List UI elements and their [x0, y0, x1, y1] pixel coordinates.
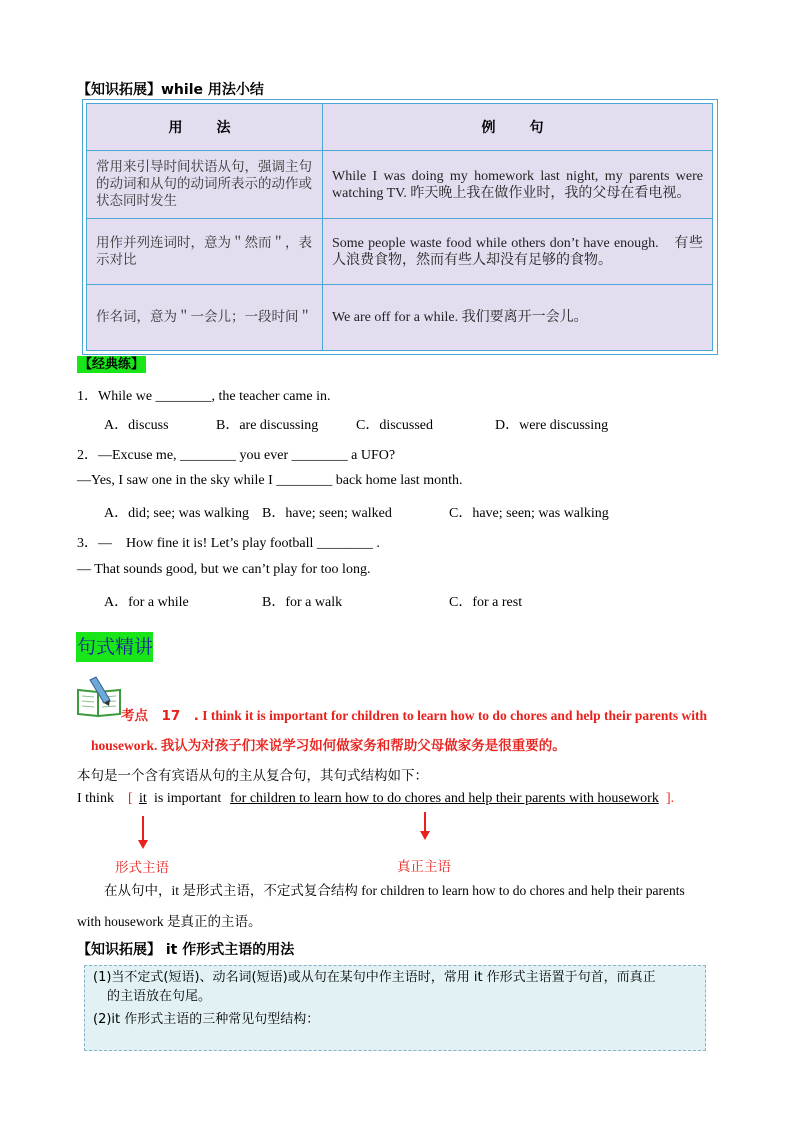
structure-it: it	[139, 791, 147, 806]
structure-middle: is important	[154, 791, 222, 806]
question-stem: 2．—Excuse me, ________ you ever ________ a UFO?	[77, 448, 396, 463]
arrow-down-icon	[420, 831, 430, 840]
arrow-line	[142, 816, 144, 842]
structure-left-bracket: [	[128, 791, 133, 806]
section-heading	[77, 939, 294, 959]
option: C．have; seen; was walking	[449, 506, 609, 521]
kaodian-sentence-2: housework.	[91, 738, 158, 753]
option: B．are discussing	[216, 418, 319, 433]
question-stem-2: — That sounds good, but we can’t play for too long.	[77, 562, 371, 577]
option: B．have; seen; walked	[262, 506, 392, 521]
kaodian-label: 考点 17 .	[121, 708, 199, 724]
kaodian-translation: 我认为对孩子们来说学习如何做家务和帮助父母做家务是很重要的。	[160, 738, 566, 754]
while-usage-table	[82, 99, 718, 355]
arrow-line	[424, 812, 426, 833]
analysis-intro: 本句是一个含有宾语从句的主从复合句，其句式结构如下：	[77, 768, 428, 784]
question-stem: 3．— How fine it is! Let’s play football ________ .	[77, 536, 380, 551]
table-cell-example: We are off for a while. 我们要离开一会儿。	[323, 285, 713, 351]
table-cell-usage: 作名词，意为＂一会儿；一段时间＂	[87, 285, 323, 351]
structure-right-bracket: ].	[666, 791, 675, 806]
practice-tag: 【经典练】	[79, 357, 145, 372]
box-line: (2)it 作形式主语的三种常见句型结构：	[93, 1012, 320, 1027]
explanation-line-2: with housework 是真正的主语。	[77, 914, 262, 929]
arrow-down-icon	[138, 840, 148, 849]
table-header-example: 例 句	[323, 104, 713, 151]
table-cell-usage: 用作并列连词时，意为＂然而＂，表示对比	[87, 219, 323, 285]
heading-bracket: 【知识拓展】	[77, 82, 161, 98]
explanation-line: 在从句中，it 是形式主语，不定式复合结构 for children to learn how to do chores and help their parents	[104, 883, 685, 898]
structure-lead: I think	[77, 791, 114, 806]
question-stem: 1．While we ________, the teacher came in.	[77, 389, 331, 404]
formal-subject-label: 形式主语	[115, 860, 169, 876]
kaodian-line	[121, 704, 707, 724]
kaodian-line-2	[91, 734, 566, 754]
box-line: 的主语放在句尾。	[107, 989, 212, 1004]
section-title: 句式精讲	[76, 632, 153, 662]
real-subject-label: 真正主语	[397, 859, 451, 875]
box-line: (1)当不定式(短语)、动名词(短语)或从句在某句中作主语时，常用 it 作形式主语置于句首，而真正	[93, 970, 656, 985]
option: A．discuss	[104, 418, 169, 433]
option: D．were discussing	[495, 418, 609, 433]
option: B．for a walk	[262, 595, 343, 610]
kaodian-sentence: I think it is important for children to learn how to do chores and help their parents with	[202, 708, 707, 723]
knowledge-box	[84, 965, 706, 1051]
option: A．did; see; was walking	[104, 506, 250, 521]
book-pencil-icon	[76, 676, 122, 718]
heading-text: while 用法小结	[161, 82, 264, 98]
option: A．for a while	[104, 595, 189, 610]
section-heading	[77, 79, 264, 99]
option: C．discussed	[356, 418, 433, 433]
heading-text: it 作形式主语的用法	[161, 942, 295, 958]
table-cell-example: Some people waste food while others don’t have enough. 有些人浪费食物，然而有些人却没有足够的食物。	[323, 219, 713, 285]
table-cell-usage: 常用来引导时间状语从句，强调主句的动词和从句的动词所表示的动作或状态同时发生	[87, 151, 323, 219]
question-stem-2: —Yes, I saw one in the sky while I ________ back home last month.	[77, 473, 463, 488]
structure-infinitive: for children to learn how to do chores and help their parents with housework	[230, 791, 659, 806]
table-header-usage: 用 法	[87, 104, 323, 151]
table-cell-example: While I was doing my homework last night, my parents were watching TV. 昨天晚上我在做作业时，我的父母在看电视。	[323, 151, 713, 219]
heading-bracket: 【知识拓展】	[77, 942, 161, 958]
option: C．for a rest	[449, 595, 523, 610]
